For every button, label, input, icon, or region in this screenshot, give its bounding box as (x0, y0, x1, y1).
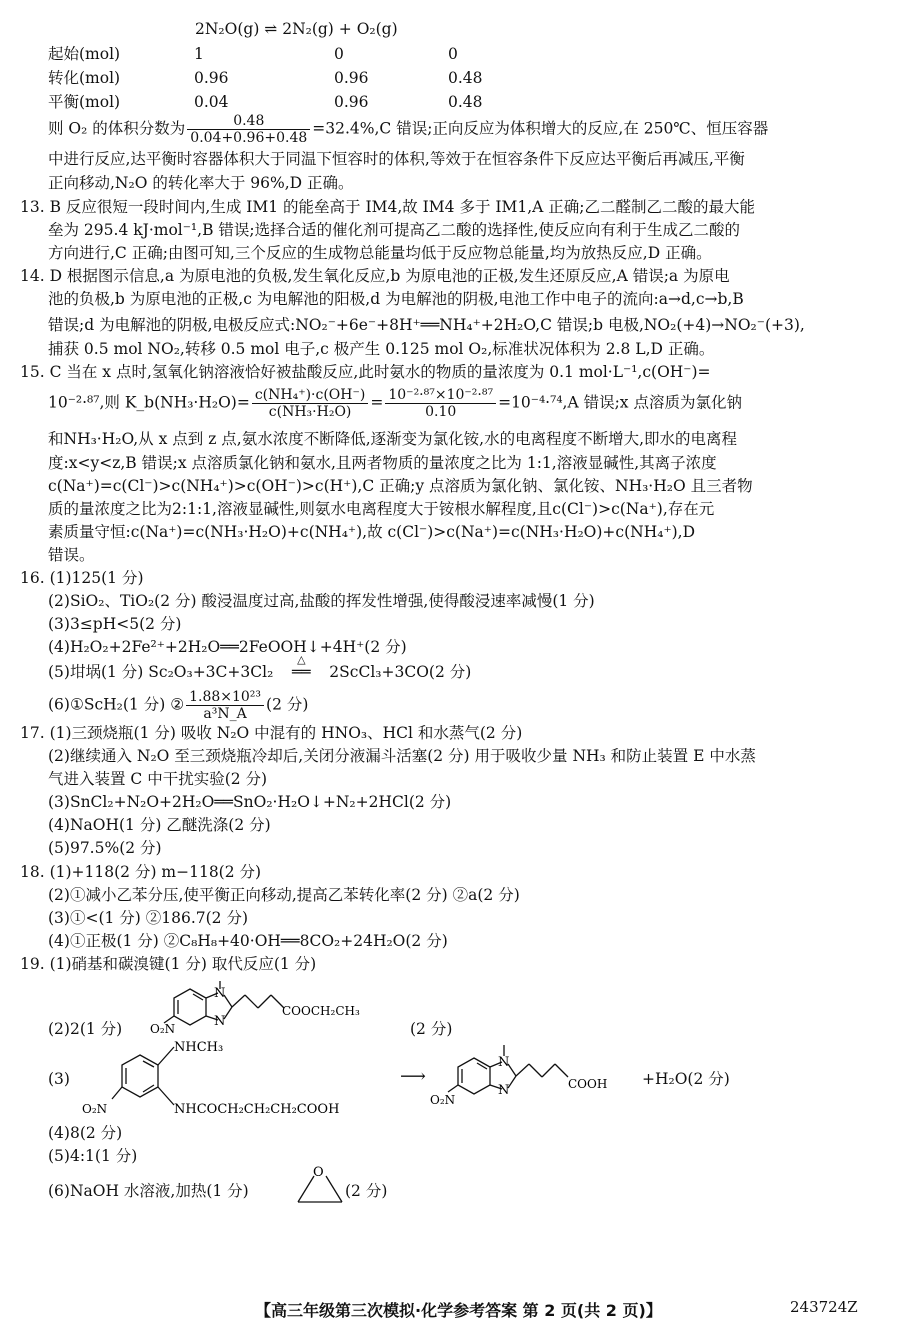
heat-arrow: △ ══ (291, 653, 311, 681)
table-row: 起始(mol) 1 0 0 (48, 45, 458, 63)
answer-line: 10⁻²·⁸⁷,则 K_b(NH₃·H₂O)= $\frac{\text{c(NH₄⁺)·c(OH⁻)}}{\text{c(NH₃·H₂O)}}$ = $\frac{\text{10⁻²·⁸⁷×10⁻²·⁸⁷}}{0.10}$ =10⁻⁴·⁷⁴,A 错误;x 点溶质为氯化钠 (48, 387, 742, 420)
answer-line: (5)97.5%(2 分) (48, 839, 162, 857)
answer-line: (2)2(1 分) (48, 1020, 123, 1038)
table-row: 转化(mol) 0.96 0.96 0.48 (48, 69, 483, 87)
svg-text:N: N (498, 1055, 510, 1070)
answer-line: (3)①<(1 分) ②186.7(2 分) (48, 909, 249, 927)
answer-line: (5)4:1(1 分) (48, 1147, 138, 1165)
answer-line: 错误;d 为电解池的阴极,电极反应式:NO₂⁻+6e⁻+8H⁺══NH₄⁺+2H₂O,C 错误;b 电极,NO₂(+4)→NO₂⁻(+3), (48, 316, 805, 334)
structure-product (428, 1040, 648, 1110)
answer-line: 垒为 295.4 kJ·mol⁻¹,B 错误;选择合适的催化剂可提高乙二酸的选择性,使反应向有利于生成乙二酸的 (48, 221, 741, 239)
structure-benzimidazole-ester (150, 975, 420, 1035)
svg-text:COOH: COOH (568, 1077, 608, 1091)
answer-line: 错误。 (48, 546, 95, 564)
answer-line: 度:x<y<z,B 错误;x 点溶质氯化钠和氨水,且两者物质的量浓度之比为 1:1,溶液显碱性,其离子浓度 (48, 454, 717, 472)
answer-line: (5)坩埚(1 分) Sc₂O₃+3C+3Cl₂ △ ══ 2ScCl₃+3CO(2 分) (48, 653, 472, 681)
answer-line: 和NH₃·H₂O,从 x 点到 z 点,氨水浓度不断降低,逐渐变为氯化铵,水的电离程度不断增大,即水的电离程 (48, 430, 738, 448)
answer-14: 14. D 根据图示信息,a 为原电池的负极,发生氧化反应,b 为原电池的正极,发生还原反应,A 错误;a 为原电 (20, 267, 730, 285)
answer-18: 18. (1)+118(2 分) m−118(2 分) (20, 863, 262, 881)
answer-line: 捕获 0.5 mol NO₂,转移 0.5 mol 电子,c 极产生 0.125 mol O₂,标准状况体积为 2.8 L,D 正确。 (48, 340, 715, 358)
svg-text:COOCH₂CH₃: COOCH₂CH₃ (282, 1004, 360, 1018)
svg-text:O₂N: O₂N (150, 1022, 176, 1035)
answer-15: 15. C 当在 x 点时,氢氧化钠溶液恰好被盐酸反应,此时氨水的物质的量浓度为 0.1 mol·L⁻¹,c(OH⁻)= (20, 363, 711, 381)
answer-line: 质的量浓度之比为2:1:1,溶液显碱性,则氨水电离程度大于铵根水解程度,且c(Cl⁻)>c(Na⁺),存在元 (48, 500, 715, 518)
svg-text:N: N (214, 986, 226, 1001)
svg-text:N: N (498, 1083, 510, 1098)
fraction: $\frac{\text{1.88×10²³}}{\text{a³N\_A}}$ (186, 689, 264, 722)
answer-line: (4)H₂O₂+2Fe²⁺+2H₂O══2FeOOH↓+4H⁺(2 分) (48, 638, 407, 656)
svg-text:NHCOCH₂CH₂CH₂COOH: NHCOCH₂CH₂CH₂COOH (174, 1102, 340, 1117)
answer-line: (6)NaOH 水溶液,加热(1 分) (48, 1182, 249, 1200)
answer-17: 17. (1)三颈烧瓶(1 分) 吸收 N₂O 中混有的 HNO₃、HCl 和水蒸气(2 分) (20, 724, 523, 742)
answer-line: (3)3≤pH<5(2 分) (48, 615, 182, 633)
answer-line: (2 分) (345, 1182, 388, 1200)
equilibrium-equation: 2N₂O(g) ⇌ 2N₂(g) + O₂(g) (195, 20, 398, 38)
answer-line: 气进入装置 C 中干扰实验(2 分) (48, 770, 268, 788)
svg-text:O₂N: O₂N (430, 1093, 456, 1107)
footer-code: 243724Z (790, 1298, 858, 1316)
answer-line: (2 分) (410, 1020, 453, 1038)
answer-13: 13. B 反应很短一段时间内,生成 IM1 的能垒高于 IM4,故 IM4 多于 IM1,A 正确;乙二醛制乙二酸的最大能 (20, 198, 756, 216)
structure-epoxide (292, 1160, 348, 1210)
answer-line: +H₂O(2 分) (642, 1070, 730, 1088)
fraction: $\frac{\text{c(NH₄⁺)·c(OH⁻)}}{\text{c(NH₃·H₂O)}}$ (252, 387, 369, 420)
answer-line: 素质量守恒:c(Na⁺)=c(NH₃·H₂O)+c(NH₄⁺),故 c(Cl⁻)>c(Na⁺)=c(NH₃·H₂O)+c(NH₄⁺),D (48, 523, 696, 541)
answer-line: (6)①ScH₂(1 分) ② $\frac{\text{1.88×10²³}}{\text{a³N\_A}}$ (2 分) (48, 689, 309, 722)
answer-line: 中进行反应,达平衡时容器体积大于同温下恒容时的体积,等效于在恒容条件下反应达平衡后再减压,平衡 (48, 150, 745, 168)
svg-text:NHCH₃: NHCH₃ (174, 1040, 224, 1055)
answer-16: 16. (1)125(1 分) (20, 569, 144, 587)
structure-reactant (80, 1035, 400, 1120)
footer-title: 【高三年级第三次模拟·化学参考答案 第 2 页(共 2 页)】 (255, 1301, 662, 1320)
fraction: $\frac{0.48}{0.04+0.96+0.48}$ (187, 113, 310, 146)
answer-line: 方向进行,C 正确;由图可知,三个反应的生成物总能量均低于反应物总能量,均为放热反应,D 正确。 (48, 244, 712, 262)
answer-line: (4)8(2 分) (48, 1124, 123, 1142)
svg-text:N: N (214, 1014, 226, 1029)
answer-line: 池的负极,b 为原电池的正极,c 为电解池的阳极,d 为电解池的阴极,电池工作中电子的流向:a→d,c→b,B (48, 290, 744, 308)
answer-line: (2)①减小乙苯分压,使平衡正向移动,提高乙苯转化率(2 分) ②a(2 分) (48, 886, 520, 904)
answer-line: 正向移动,N₂O 的转化率大于 96%,D 正确。 (48, 174, 354, 192)
table-row: 平衡(mol) 0.04 0.96 0.48 (48, 93, 483, 111)
equilibrium-table (48, 42, 568, 114)
answer-line: (4)①正极(1 分) ②C₈H₈+40·OH══8CO₂+24H₂O(2 分) (48, 932, 448, 950)
reaction-arrow: ⟶ (400, 1066, 426, 1087)
answer-line: (4)NaOH(1 分) 乙醚洗涤(2 分) (48, 816, 271, 834)
svg-text:O₂N: O₂N (82, 1102, 108, 1116)
answer-line: (2)SiO₂、TiO₂(2 分) 酸浸温度过高,盐酸的挥发性增强,使得酸浸速率减慢(1 分) (48, 592, 595, 610)
fraction: $\frac{\text{10⁻²·⁸⁷×10⁻²·⁸⁷}}{0.10}$ (385, 387, 496, 420)
answer-line: c(Na⁺)=c(Cl⁻)>c(NH₄⁺)>c(OH⁻)>c(H⁺),C 正确;y 点溶质为氯化钠、氯化铵、NH₃·H₂O 且三者物 (48, 477, 753, 495)
answer-19: 19. (1)硝基和碳溴键(1 分) 取代反应(1 分) (20, 955, 317, 973)
answer-line: (2)继续通入 N₂O 至三颈烧瓶冷却后,关闭分液漏斗活塞(2 分) 用于吸收少量 NH₃ 和防止装置 E 中水蒸 (48, 747, 756, 765)
answer-line: (3)SnCl₂+N₂O+2H₂O══SnO₂·H₂O↓+N₂+2HCl(2 分) (48, 793, 452, 811)
answer-line: 则 O₂ 的体积分数为 $\frac{0.48}{0.04+0.96+0.48}$ =32.4%,C 错误;正向反应为体积增大的反应,在 250℃、恒压容器 (48, 113, 769, 146)
answer-line: (3) (48, 1070, 70, 1088)
svg-text:O: O (313, 1165, 324, 1180)
